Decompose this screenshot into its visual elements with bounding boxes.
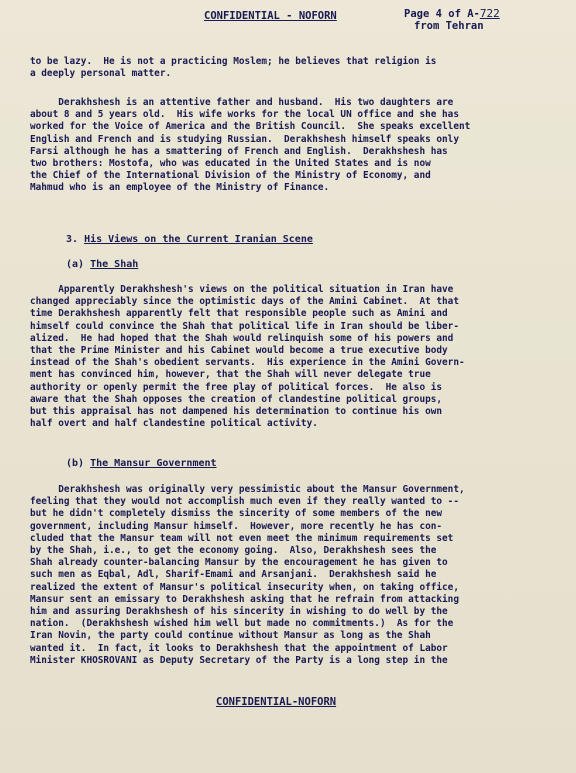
text-line: nation. (Derakhshesh wished him well but made no commitments.) As for the [30,618,454,630]
text-line: Mahmud who is an employee of the Ministry of Finance. [30,182,330,194]
text-line: that the Prime Minister and his Cabinet would become a true executive body [30,345,448,357]
text-line: Iran Novin, the party could continue without Mansur as long as the Shah [30,630,431,642]
footer-classification: CONFIDENTIAL-NOFORN [216,696,337,708]
text-line: aware that the Shah opposes the creation of clandestine political groups, [30,393,443,405]
text-line: changed appreciably since the optimistic days of the Amini Cabinet. At that [30,296,459,308]
text-line: Farsi although he has a smattering of French and English. Derakhshesh has [30,145,448,157]
paragraph-mansur [30,484,550,667]
section-3-heading [66,234,313,245]
text-line: but he didn't completely dismiss the sincerity of some members of the new [30,508,443,520]
text-line: English and French and is studying Russian. Derakhshesh himself speaks only [30,133,459,145]
text-line: Mansur sent an emissary to Derakhshesh asking that he refrain from attacking [30,593,459,605]
text-line: realized the extent of Mansur's political insecurity when, on taking office, [30,581,459,593]
subsection-a-heading [66,259,138,270]
page-reference-origin: from Tehran [414,20,484,32]
text-line: government, including Mansur himself. However, more recently he has con- [30,520,443,532]
text-line: but this appraisal has not dampened his determination to continue his own [30,406,443,418]
section-3-number: 3. [66,234,79,245]
subsection-a-label: (a) [66,259,85,270]
text-line: ment has convinced him, however, that the Shah will never delegate true [30,369,431,381]
header-classification: CONFIDENTIAL - NOFORN [204,10,337,22]
subsection-a-title: The Shah [90,259,139,270]
paragraph-family [30,97,550,195]
text-line: Minister KHOSROVANI as Deputy Secretary of the Party is a long step in the [30,654,448,666]
text-line: him and assuring Derakhshesh of his sincerity in wishing to do well by the [30,606,448,618]
subsection-b-title: The Mansur Government [90,458,217,469]
paragraph-religion [30,56,550,80]
text-line: about 8 and 5 years old. His wife works for the local UN office and she has [30,109,459,121]
text-line: feeling that they would not accomplish much even if they really wanted to -- [30,496,459,508]
page-reference-prefix: Page 4 of A- [404,8,480,20]
text-line: Apparently Derakhshesh's views on the political situation in Iran have [30,284,454,295]
section-3-title: His Views on the Current Iranian Scene [84,234,313,245]
text-line: worked for the Voice of America and the British Council. She speaks excellent [30,121,471,133]
text-line: Derakhshesh is an attentive father and husband. His two daughters are [30,97,454,108]
text-line: Derakhshesh was originally very pessimistic about the Mansur Government, [30,484,465,495]
text-line: himself could convince the Shah that political life in Iran should be liber- [30,320,459,332]
text-line: the Chief of the International Division of the Ministry of Economy, and [30,170,431,182]
page-reference [404,8,500,32]
text-line: alized. He had hoped that the Shah would relinquish some of his powers and [30,332,454,344]
text-line: by the Shah, i.e., to get the economy going. Also, Derakhshesh sees the [30,545,437,557]
text-line: time Derakhshesh apparently felt that responsible people such as Amini and [30,308,448,320]
text-line: Shah already counter-balancing Mansur by the encouragement he has given to [30,557,448,569]
text-line: such men as Eqbal, Adl, Sharif-Emami and Arsanjani. Derakhshesh said he [30,569,437,581]
paragraph-shah [30,284,550,430]
text-line: cluded that the Mansur team will not even meet the minimum requirements set [30,532,454,544]
page-reference-line1 [404,8,500,20]
airgram-number: 722 [479,7,500,20]
subsection-b-label: (b) [66,458,85,469]
text-line: instead of the Shah's obedient servants. His experience in the Amini Govern- [30,357,465,369]
text-line: to be lazy. He is not a practicing Moslem; he believes that religion is [30,56,437,67]
text-line: wanted it. In fact, it looks to Derakhshesh that the appointment of Labor [30,642,448,654]
text-line: two brothers: Mostofa, who was educated in the United States and is now [30,158,431,170]
text-line: half overt and half clandestine political activity. [30,418,318,430]
text-line: authority or openly permit the free play of political forces. He also is [30,381,443,393]
text-line: a deeply personal matter. [30,68,172,80]
subsection-b-heading [66,458,217,469]
